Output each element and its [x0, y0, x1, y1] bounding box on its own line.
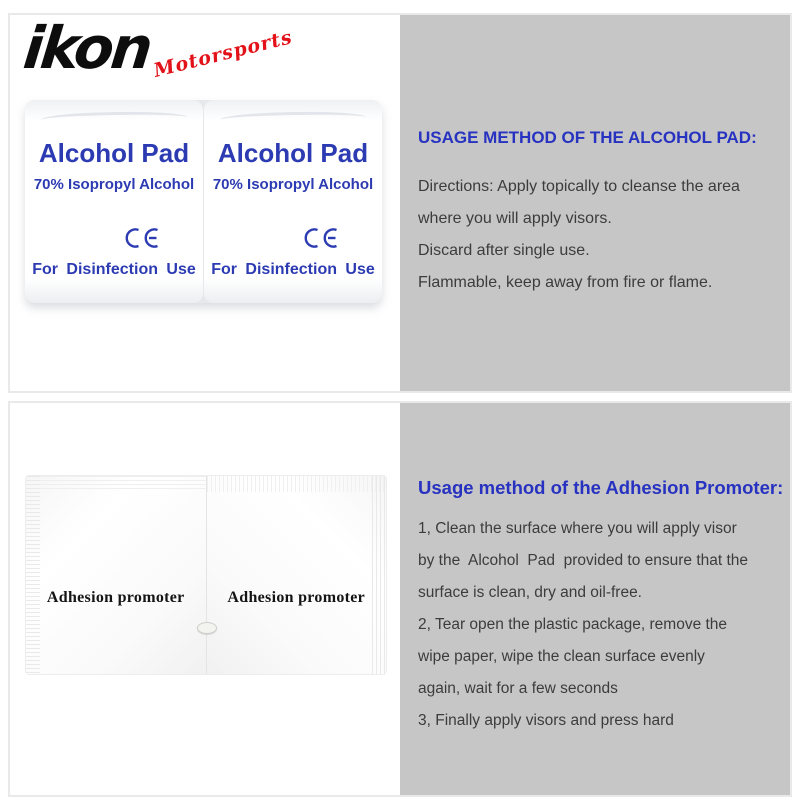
adhesion-packet	[26, 476, 207, 674]
adhesion-usage-heading: Usage method of the Adhesion Promoter:	[418, 477, 784, 498]
alcohol-usage-line: Directions: Apply topically to cleanse the area	[418, 178, 740, 195]
packet-footer: For Disinfection Use	[211, 261, 375, 278]
brand-name-text: ikon	[20, 14, 154, 82]
alcohol-usage-pane	[400, 15, 790, 391]
adhesion-usage-line: surface is clean, dry and oil-free.	[418, 584, 642, 601]
alcohol-usage-line: where you will apply visors.	[418, 210, 612, 227]
adhesion-usage-line: by the Alcohol Pad provided to ensure that the	[418, 552, 749, 569]
packet-subtitle: 70% Isopropyl Alcohol	[212, 176, 374, 193]
adhesion-promoter-packets-photo	[25, 475, 387, 675]
adhesion-usage-line: 2, Tear open the plastic package, remove the	[418, 616, 728, 633]
adhesion-packet-label: Adhesion promoter	[46, 589, 185, 606]
alcohol-usage-line: Flammable, keep away from fire or flame.	[418, 274, 713, 291]
alcohol-pad-packet	[204, 100, 382, 303]
alcohol-pad-packet	[25, 100, 203, 303]
alcohol-pad-packets-photo	[25, 100, 382, 303]
adhesion-promoter-section	[8, 401, 792, 797]
alcohol-usage-heading: USAGE METHOD OF THE ALCOHOL PAD:	[418, 128, 757, 147]
adhesion-usage-line: wipe paper, wipe the clean surface evenly	[418, 648, 705, 665]
adhesion-packet	[207, 476, 387, 674]
adhesion-usage-line: again, wait for a few seconds	[418, 680, 618, 697]
adhesion-packet-label: Adhesion promoter	[227, 589, 366, 606]
alcohol-pad-section	[8, 13, 792, 393]
alcohol-usage-line: Discard after single use.	[418, 242, 590, 259]
packet-footer: For Disinfection Use	[32, 261, 196, 278]
packet-title: Alcohol Pad	[38, 138, 190, 168]
packet-seam-tab	[197, 622, 217, 634]
brand-tagline-script: Motorsports	[151, 26, 295, 82]
brand-logo	[20, 14, 354, 95]
adhesion-usage-line: 1, Clean the surface where you will apply visor	[418, 520, 737, 537]
adhesion-usage-pane	[400, 403, 790, 795]
packet-title: Alcohol Pad	[217, 138, 369, 168]
adhesion-usage-line: 3, Finally apply visors and press hard	[418, 712, 674, 729]
ce-mark-icon	[53, 228, 203, 248]
ce-mark-icon	[232, 228, 382, 248]
packet-subtitle: 70% Isopropyl Alcohol	[33, 176, 195, 193]
